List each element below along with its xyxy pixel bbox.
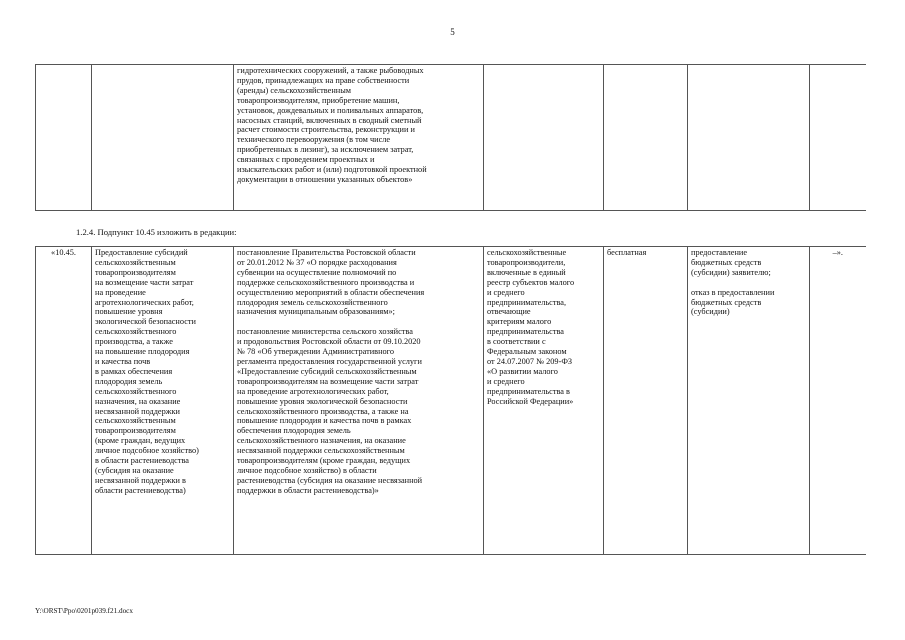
- table-cell: [810, 65, 866, 211]
- note: –».: [810, 247, 866, 555]
- legal-basis: постановление Правительства Ростовской области от 20.01.2012 № 37 «О порядке расходования субвенции на осуществление полномочий по поддержке сельскохозяйственного производства и осуществлению мероприятий в области обеспечения плодородия земель сельскохозяйственного назначения муниципальным образованиям»; постановление министерства сельского хозяйства и продовольствия Ростовской области от 09.10.2020 № 78 «Об утверждении Административного регламента предоставления государственной услуги «Предоставление субсидий сельскохозяйственным товаропроизводителям на возмещение части затрат на проведение агротехнологических работ, повышение уровня экологической безопасности сельскохозяйственного производства, а также на повышение плодородия и качества почв в рамках обеспечения плодородия земель сельскохозяйственного назначения, на оказание несвязанной поддержки сельскохозяйственным товаропроизводителям (кроме граждан, ведущих личное подсобное хозяйство) в области растениеводства (субсидия на оказание несвязанной поддержки в области растениеводства)»: [234, 247, 484, 555]
- table-cell: гидротехнических сооружений, а также рыбоводных прудов, принадлежащих на праве собственности (аренды) сельскохозяйственным товаропроизводителям, приобретение машин, установок, дождевальных и поливальных аппаратов, насосных станций, включенных в сводный сметный расчет стоимости строительства, реконструкции и технического перевооружения (в том числе приобретенных в лизинг), за исключением затрат, связанных с проведением проектных и изыскательских работ и (или) подготовкой проектной документации в отношении указанных объектов»: [234, 65, 484, 211]
- amendment-instruction: 1.2.4. Подпункт 10.45 изложить в редакции:: [76, 227, 237, 237]
- table-cell: [688, 65, 810, 211]
- table-cell: [36, 65, 92, 211]
- item-number: «10.45.: [36, 247, 92, 555]
- amendment-table: [35, 246, 866, 555]
- continuation-table: [35, 64, 866, 211]
- table-cell: [484, 65, 604, 211]
- file-path: Y:\ORST\Ppo\0201p039.f21.docx: [35, 607, 133, 615]
- service-name: Предоставление субсидий сельскохозяйственным товаропроизводителям на возмещение части затрат на проведение агротехнологических работ, повышение уровня экологической безопасности сельскохозяйственного производства, а также на повышение плодородия и качества почв в рамках обеспечения плодородия земель сельскохозяйственного назначения, на оказание несвязанной поддержки сельскохозяйственным товаропроизводителям (кроме граждан, ведущих личное подсобное хозяйство) в области растениеводства (субсидия на оказание несвязанной поддержки в области растениеводства): [92, 247, 234, 555]
- table-cell: [604, 65, 688, 211]
- service-result: предоставление бюджетных средств (субсидии) заявителю; отказ в предоставлении бюджетных средств (субсидии): [688, 247, 810, 555]
- table-cell: [92, 65, 234, 211]
- page-number: 5: [450, 27, 455, 37]
- recipients: сельскохозяйственные товаропроизводители, включенные в единый реестр субъектов малого и среднего предпринимательства, отвечающие критериям малого предпринимательства в соответствии с Федеральным законом от 24.07.2007 № 209-ФЗ «О развитии малого и среднего предпринимательства в Российской Федерации»: [484, 247, 604, 555]
- fee: бесплатная: [604, 247, 688, 555]
- table-row: [36, 247, 866, 555]
- table-row: [36, 65, 866, 211]
